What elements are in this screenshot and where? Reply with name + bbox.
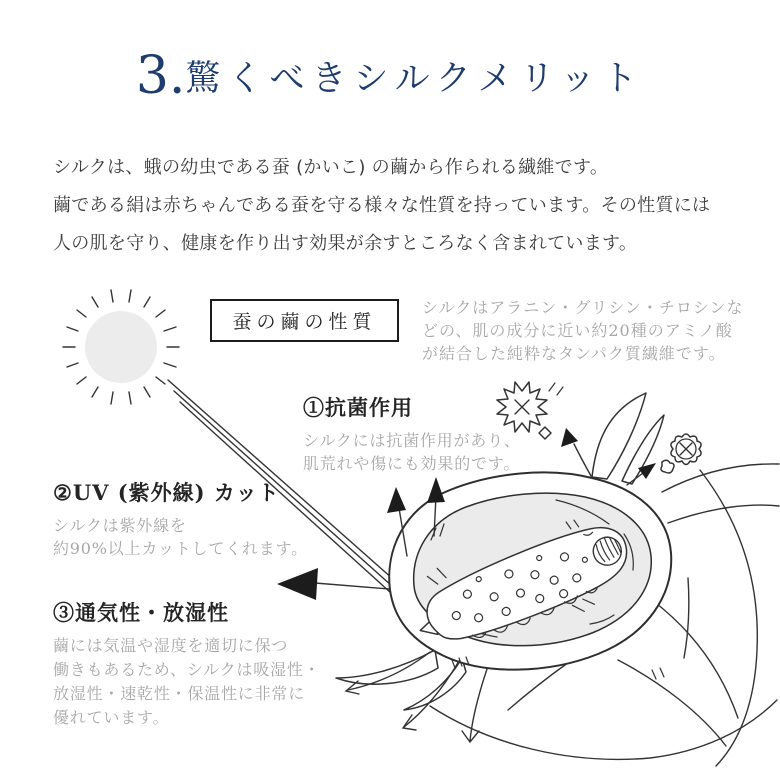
- intro-line-2: 繭である絹は赤ちゃんである蚕を守る様々な性質を持っています。その性質には: [53, 195, 711, 216]
- feature-breathability-line-4: 優れています。: [53, 708, 170, 727]
- feature-uv-cut-heading: ②UV (紫外線) カット: [53, 480, 280, 505]
- feature-antibacterial-line-1: シルクには抗菌作用があり、: [303, 431, 521, 450]
- feature-uv-cut: [53, 477, 308, 560]
- bacteria-blocked-icon: [661, 434, 701, 473]
- intro-line-3: 人の肌を守り、健康を作り出す効果が余すところなく含まれています。: [53, 233, 638, 254]
- page-title: [0, 46, 780, 109]
- sun-icon: [63, 290, 179, 404]
- note-line-1: シルクはアラニン・グリシン・チロシンな: [422, 298, 744, 317]
- title-text: 驚くべきシルクメリット: [185, 59, 645, 99]
- intro-line-1: シルクは、蛾の幼虫である蚕 (かいこ) の繭から作られる繊維です。: [53, 157, 609, 178]
- cocoon-property-box: [210, 299, 399, 342]
- cocoon-property-label: 蚕の繭の性質: [232, 311, 377, 333]
- sparkle-diamond-icon: [539, 427, 551, 439]
- feature-breathability-line-2: 働きもあるため、シルクは吸湿性・: [53, 660, 321, 679]
- note-line-3: が結合した純粋なタンパク質繊維です。: [422, 344, 726, 363]
- amino-acid-note: [422, 296, 743, 365]
- note-line-2: どの、肌の成分に近い約20種のアミノ酸: [422, 321, 733, 340]
- feature-breathability-line-3: 放湿性・速乾性・保温性に非常に: [53, 684, 306, 703]
- title-number: 3.: [135, 46, 186, 106]
- feature-breathability-heading: ③通気性・放湿性: [53, 600, 229, 625]
- feature-uv-cut-line-2: 約90%以上カットしてくれます。: [53, 539, 308, 558]
- feature-breathability-line-1: 繭には気温や湿度を適切に保つ: [53, 636, 289, 655]
- feature-antibacterial-line-2: 肌荒れや傷にも効果的です。: [303, 454, 521, 473]
- feature-uv-cut-line-1: シルクは紫外線を: [53, 516, 187, 535]
- feature-antibacterial: [303, 392, 521, 475]
- feature-antibacterial-heading: ①抗菌作用: [303, 395, 413, 420]
- intro-paragraph: [53, 149, 753, 263]
- feature-breathability: [53, 597, 320, 730]
